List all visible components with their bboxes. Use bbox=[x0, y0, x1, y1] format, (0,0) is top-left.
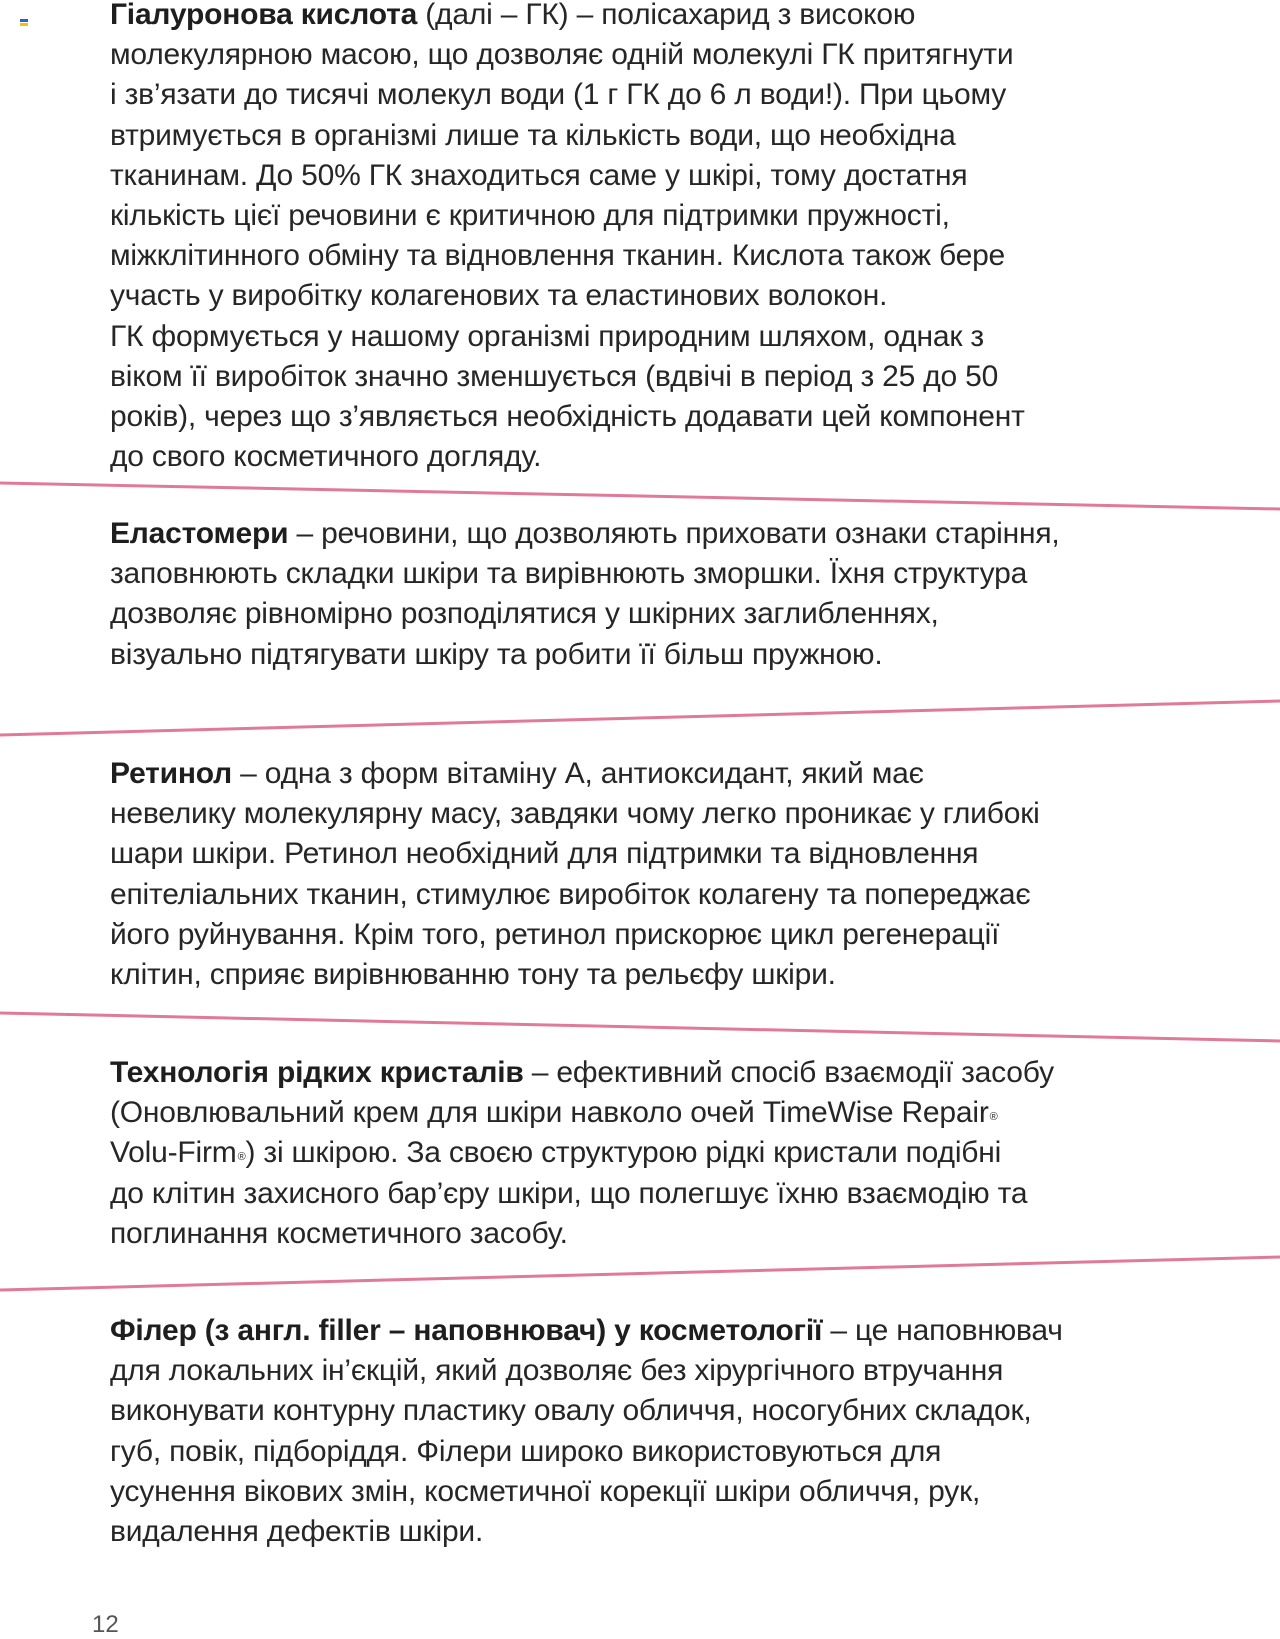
divider-4 bbox=[0, 1257, 1280, 1290]
entry-term: Гіалуронова кислота bbox=[110, 0, 418, 31]
entry-line: ГК формується у нашому організмі природним шляхом, однак з bbox=[110, 319, 984, 353]
entry-text: ) зі шкірою. За своєю структурою рідкі кристали подібні bbox=[245, 1136, 1002, 1170]
entry-line: молекулярною масою, що дозволяє одній молекулі ГК притягнути bbox=[110, 38, 1014, 72]
entry-line: шари шкіри. Ретинол необхідний для підтримки та відновлення bbox=[110, 837, 979, 871]
flag-icon bbox=[20, 19, 28, 26]
entry-line: для локальних ін’єкцій, який дозволяє без хірургічного втручання bbox=[110, 1354, 1004, 1388]
entry-line bbox=[110, 0, 1190, 35]
entry-line bbox=[110, 1053, 1190, 1093]
entry-line: невелику молекулярну масу, завдяки чому легко проникає у глибокі bbox=[110, 797, 1040, 831]
entry-line: тканинам. До 50% ГК знаходиться саме у шкірі, тому достатня bbox=[110, 158, 968, 192]
entry-filler bbox=[110, 1311, 1190, 1552]
entry-term: Технологія рідких кристалів bbox=[110, 1056, 524, 1089]
entry-line bbox=[110, 1311, 1190, 1351]
entry-line bbox=[110, 1093, 1190, 1133]
entry-text: (далі – ГК) – полісахарид з високою bbox=[417, 0, 916, 31]
entry-line: і зв’язати до тисячі молекул води (1 г ГК до 6 л води!). При цьому bbox=[110, 78, 1007, 112]
entry-line: губ, повік, підборіддя. Філери широко використовуються для bbox=[110, 1434, 942, 1468]
page-number: 12 bbox=[92, 1611, 119, 1638]
entry-term: Еластомери bbox=[110, 517, 289, 550]
divider-2 bbox=[0, 701, 1280, 735]
entry-line: його руйнування. Крім того, ретинол прискорює цикл регенерації bbox=[110, 917, 1000, 951]
entry-line: усунення вікових змін, косметичної корекції шкіри обличчя, рук, bbox=[110, 1474, 981, 1508]
registered-mark: ® bbox=[237, 1151, 246, 1164]
entry-line: міжклітинного обміну та відновлення тканин. Кислота також бере bbox=[110, 239, 1006, 273]
entry-liquid-crystals bbox=[110, 1053, 1190, 1254]
entry-line: епітеліальних тканин, стимулює виробіток колагену та попереджає bbox=[110, 877, 1031, 911]
entry-line: заповнюють складки шкіри та вирівнюють зморшки. Їхня структура bbox=[110, 557, 1028, 591]
entry-elastomers bbox=[110, 514, 1190, 675]
entry-text: – одна з форм вітаміну А, антиоксидант, який має bbox=[232, 757, 924, 790]
entry-line bbox=[110, 1133, 1190, 1173]
entry-line: до свого косметичного догляду. bbox=[110, 440, 542, 474]
entry-text: – це наповнювач bbox=[822, 1314, 1063, 1347]
entry-text: – ефективний спосіб взаємодії засобу bbox=[523, 1056, 1054, 1089]
entry-term: Ретинол bbox=[110, 757, 233, 790]
entry-line: візуально підтягувати шкіру та робити її більш пружною. bbox=[110, 637, 883, 671]
entry-text: (Оновлювальний крем для шкіри навколо очей TimeWise Repair bbox=[110, 1096, 989, 1130]
entry-line bbox=[110, 514, 1190, 554]
entry-text: – речовини, що дозволяють приховати ознаки старіння, bbox=[288, 517, 1060, 550]
entry-line: років), через що з’являється необхідність додавати цей компонент bbox=[110, 400, 1025, 434]
entry-hyaluronic-acid bbox=[110, 0, 1190, 477]
divider-3 bbox=[0, 1013, 1280, 1041]
entry-retinol bbox=[110, 754, 1190, 995]
entry-line: віком її виробіток значно зменшується (вдвічі в період з 25 до 50 bbox=[110, 359, 999, 393]
entry-line: видалення дефектів шкіри. bbox=[110, 1515, 484, 1549]
entry-line bbox=[110, 754, 1190, 794]
entry-line: дозволяє рівномірно розподілятися у шкірних заглибленнях, bbox=[110, 597, 939, 631]
entry-line: клітин, сприяє вирівнюванню тону та рельєфу шкіри. bbox=[110, 958, 836, 992]
entry-line: до клітин захисного бар’єру шкіри, що полегшує їхню взаємодію та bbox=[110, 1176, 1028, 1210]
registered-mark: ® bbox=[989, 1111, 998, 1124]
entry-term: Філер (з англ. filler – наповнювач) у косметології bbox=[110, 1314, 823, 1347]
entry-line: поглинання косметичного засобу. bbox=[110, 1216, 568, 1250]
entry-line: виконувати контурну пластику овалу обличчя, носогубних складок, bbox=[110, 1394, 1032, 1428]
entry-text: Volu-Firm bbox=[110, 1136, 237, 1170]
entry-line: кількість цієї речовини є критичною для підтримки пружності, bbox=[110, 199, 950, 233]
entry-line: участь у виробітку колагенових та еластинових волокон. bbox=[110, 279, 888, 313]
divider-1 bbox=[0, 483, 1280, 509]
entry-line: втримується в організмі лише та кількість води, що необхідна bbox=[110, 118, 956, 152]
